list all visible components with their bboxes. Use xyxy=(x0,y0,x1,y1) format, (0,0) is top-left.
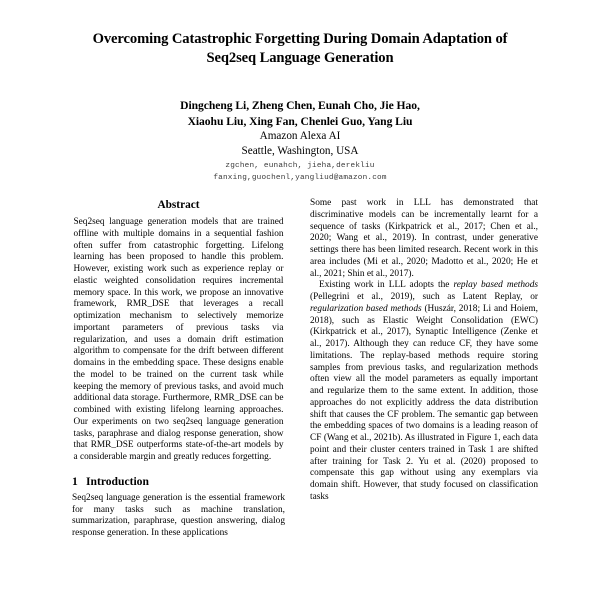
title-block xyxy=(72,30,528,68)
page-title: Overcoming Catastrophic Forgetting During Domain Adaptation of Seq2seq Language Generation xyxy=(92,31,508,66)
introduction-paragraph-1: Seq2seq language generation is the essential framework for many tasks such as machine translation, summarization, paraphrase, question answering, dialog response generation. In these applications xyxy=(72,492,285,538)
author-block xyxy=(72,98,528,185)
abstract-text: Seq2seq language generation models that are trained offline with multiple domains in a sequential fashion often suffer from catastrophic forgetting. Lifelong learning has been proposed to handle this problem. However, existing work such as experience replay or elastic weighted consolidation requires incremental memory space. In this work, we propose an innovative framework, RMR_DSE that leverages a recall optimization mechanism to selectively memorize important parameters of previous tasks via regularization, and uses a domain drift estimation algorithm to compensate for the drift between different domains in the embedding space. These designs enable the model to be trained on the current task while keeping the memory of previous tasks, and avoid much additional data storage. Furthermore, RMR_DSE can be combined with existing lifelong learning approaches. Our experiments on two seq2seq language generation tasks, paraphrase and dialog response generation, show that RMR_DSE outperforms state-of-the-art models by a considerable margin and greatly reduces forgetting. xyxy=(73,217,284,462)
affiliation: Amazon Alexa AI xyxy=(259,130,341,142)
replay-based-methods-term: replay based methods xyxy=(453,280,538,291)
section-number: 1 xyxy=(72,474,78,488)
affiliation-location: Seattle, Washington, USA xyxy=(241,144,359,157)
paragraph-text-segment: Existing work in LLL adopts the xyxy=(319,280,454,291)
right-column xyxy=(310,198,538,504)
author-emails-line-1: zgchen, eunahch, jieha,derekliu xyxy=(225,162,375,171)
paragraph-text-segment: (Pellegrini et al., 2019), such as Latent Replay, or xyxy=(310,292,538,302)
regularization-based-methods-term: regularization based methods xyxy=(310,303,422,314)
section-heading-introduction xyxy=(72,475,285,489)
paragraph-text-segment: (Huszár, 2018; Li and Hoiem, 2018), such as Elastic Weight Consolidation (EWC) (Kirkpatrick et al., 2017), Synaptic Intelligence (Zenke et al., 2017). Although they can reduce CF, they have some limitations. The replay-based methods require storing samples from previous tasks, and regularization methods often view all the model parameters as equally important and regularize them to the same extent. In addition, those approaches do not explicitly address the data distribution shift that causes the CF problem. The semantic gap between the embedding spaces of two domains is a leading reason of CF (Wang et al., 2021b). As illustrated in Figure 1, each data point and their cluster centers trained in Task 1 are shifted after training for Task 2. Yu et al. (2020) proposed to compensate this gap without using any exemplars via domain shift. However, that study focused on classification tasks xyxy=(310,303,538,502)
section-title: Introduction xyxy=(86,474,149,488)
left-column xyxy=(72,198,285,540)
right-column-paragraph-1: Some past work in LLL has demonstrated that discriminative models can be incrementally learnt for a sequence of tasks (Kirkpatrick et al., 2017; Chen et al., 2020; Wang et al., 2019). In contrast, under generative settings there has been limited research. Recent work in this area includes (Mi et al., 2020; Madotto et al., 2020; He et al., 2021; Shin et al., 2017). xyxy=(310,198,538,279)
abstract-heading: Abstract xyxy=(157,199,200,211)
author-emails-line-2: fanxing,guochenl,yangliud@amazon.com xyxy=(213,174,387,183)
right-column-paragraph-2 xyxy=(310,280,538,503)
author-names-line-2: Xiaohu Liu, Xing Fan, Chenlei Guo, Yang Liu xyxy=(187,114,413,128)
author-names-line-1: Dingcheng Li, Zheng Chen, Eunah Cho, Jie Hao, xyxy=(180,99,420,112)
abstract-section xyxy=(74,198,284,464)
